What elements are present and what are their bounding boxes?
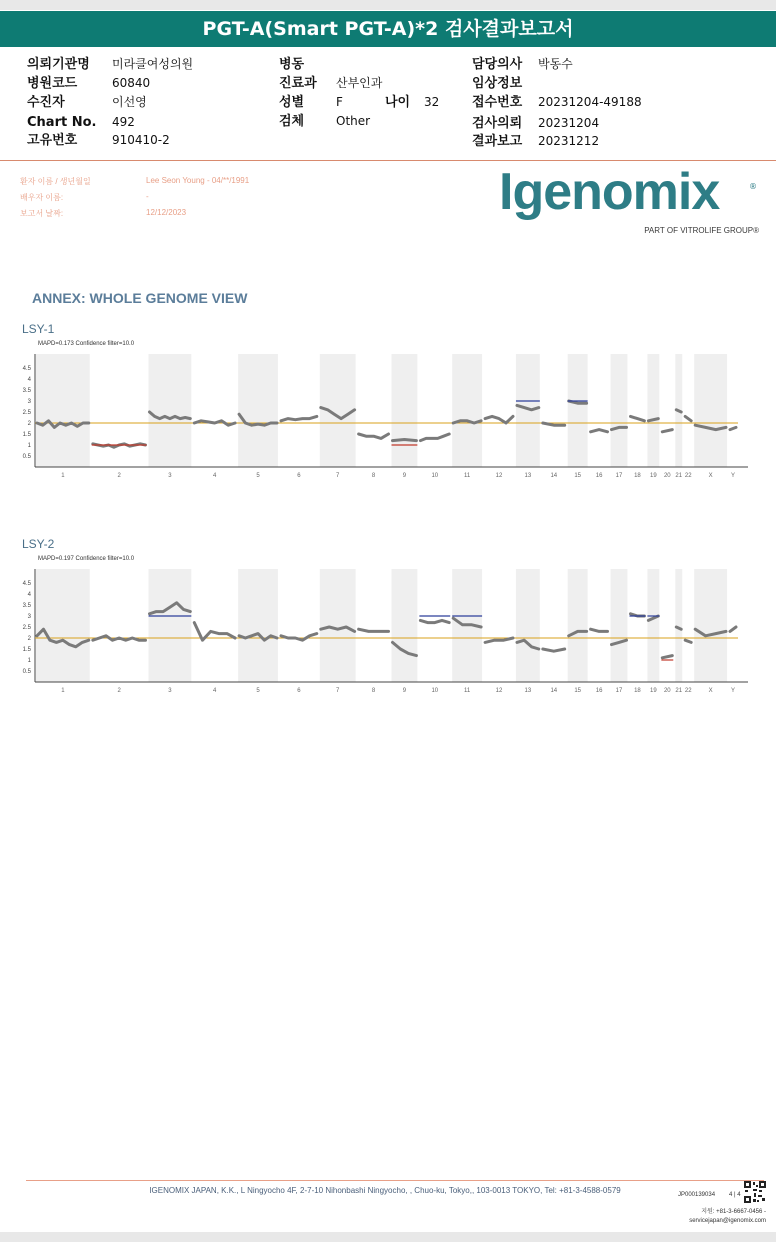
annex-title: ANNEX: WHOLE GENOME VIEW: [32, 290, 248, 306]
patient-row: [20, 176, 250, 187]
y-tick-label: 4.5: [22, 581, 31, 587]
chromosome-band: [149, 569, 192, 682]
y-tick-label: 4: [27, 377, 31, 383]
y-tick-label: 1.5: [22, 647, 31, 653]
x-tick-label: 18: [634, 688, 641, 694]
copy-number-series: [685, 640, 691, 642]
info-label: 검체: [279, 114, 305, 129]
chart-2-plot: [18, 565, 770, 701]
x-tick-label: 11: [464, 688, 471, 694]
info-value: 492: [112, 115, 135, 129]
chromosome-band: [36, 354, 90, 467]
copy-number-series: [543, 649, 565, 651]
info-label: 병동: [279, 57, 305, 72]
x-tick-label: 6: [297, 688, 301, 694]
y-tick-label: 2: [27, 636, 31, 642]
x-tick-label: 2: [117, 473, 121, 479]
info-value: 20231204-49188: [538, 95, 642, 109]
copy-number-series: [281, 416, 317, 420]
logo-subtitle-mark: ®: [753, 226, 759, 235]
patient-label: 환자 이름 / 생년월일: [20, 177, 91, 186]
patient-value: Lee Seon Young - 04/**/1991: [146, 176, 250, 185]
x-tick-label: 13: [524, 688, 532, 694]
chromosome-band: [238, 354, 278, 467]
x-tick-label: 10: [431, 688, 439, 694]
chromosome-band: [647, 569, 659, 682]
copy-number-series: [685, 416, 691, 420]
y-tick-label: 2.5: [22, 625, 31, 631]
info-label: 진료과: [279, 76, 317, 91]
info-label: 의뢰기관명: [27, 57, 90, 72]
x-tick-label: 16: [595, 688, 603, 694]
chromosome-band: [391, 569, 417, 682]
chart-1-subtitle: MAPD=0.173 Confidence filter=10.0: [38, 341, 135, 347]
y-tick-label: 3: [27, 399, 31, 405]
info-value: F: [336, 95, 343, 109]
x-tick-label: 7: [336, 688, 340, 694]
x-tick-label: 21: [675, 473, 683, 479]
copy-number-series: [485, 638, 513, 642]
y-tick-label: 3.5: [22, 603, 31, 609]
patient-value: 12/12/2023: [146, 208, 187, 217]
info-value: 60840: [112, 76, 151, 90]
chart-1-plot: [18, 350, 770, 486]
top-strip: [0, 0, 776, 10]
age-label: 나이: [385, 95, 411, 110]
x-tick-label: 17: [615, 473, 623, 479]
x-tick-label: 7: [336, 473, 340, 479]
patient-label: 보고서 날짜:: [20, 209, 64, 218]
copy-number-series: [730, 627, 736, 631]
x-tick-label: X: [708, 473, 713, 479]
info-value: 산부인과: [336, 76, 383, 90]
x-tick-label: 15: [574, 473, 582, 479]
info-value: 910410-2: [112, 133, 170, 147]
chromosome-band: [36, 569, 90, 682]
copy-number-series: [676, 627, 681, 629]
x-tick-label: 19: [650, 473, 657, 479]
footer-address: IGENOMIX JAPAN, K.K., L Ningyocho 4F, 2-7-10 Nihonbashi Ningyocho, , Chuo-ku, Tokyo,, 103-0013 TOKYO, Tel: +81-3-4588-0579: [149, 1186, 621, 1195]
copy-number-series: [591, 629, 608, 631]
y-tick-label: 1: [27, 443, 31, 449]
logo-subtitle-text: PART OF VITROLIFE GROUP: [644, 226, 754, 235]
x-tick-label: 21: [675, 688, 683, 694]
logo-wordmark: Igenomix: [499, 163, 720, 221]
y-tick-label: 1: [27, 658, 31, 664]
footer-contact: [689, 1208, 766, 1226]
copy-number-series: [281, 634, 317, 641]
x-tick-label: 12: [495, 473, 503, 479]
logo-subtitle: [644, 226, 759, 235]
x-tick-label: 4: [213, 688, 217, 694]
x-tick-label: 8: [371, 688, 376, 694]
info-label: 접수번호: [472, 95, 523, 110]
x-tick-label: 14: [550, 473, 558, 479]
x-tick-label: 22: [684, 688, 692, 694]
y-tick-label: 1.5: [22, 432, 31, 438]
info-value: Other: [336, 114, 371, 128]
copy-number-series: [662, 656, 672, 658]
copy-number-series: [676, 410, 681, 412]
y-tick-label: 4: [27, 592, 31, 598]
contact-phone: 지원: +81-3-6667-0456 -: [701, 1209, 766, 1215]
copy-number-series: [662, 430, 672, 432]
x-tick-label: 9: [402, 688, 407, 694]
igenomix-logo: [499, 163, 761, 240]
x-tick-label: 13: [524, 473, 532, 479]
info-label: 검사의뢰: [472, 116, 523, 131]
chart-2-title: LSY-2: [22, 537, 55, 551]
chromosome-band: [694, 354, 727, 467]
x-tick-label: Y: [731, 473, 736, 479]
copy-number-series: [631, 416, 645, 420]
x-tick-label: 6: [297, 473, 301, 479]
x-tick-label: 12: [495, 688, 503, 694]
chart-2-subtitle: MAPD=0.197 Confidence filter=10.0: [38, 556, 135, 562]
section-divider: [0, 160, 776, 161]
x-tick-label: 11: [464, 473, 471, 479]
chromosome-band: [238, 569, 278, 682]
chromosome-band: [516, 354, 540, 467]
x-tick-label: 20: [663, 473, 671, 479]
age-value: 32: [424, 95, 440, 109]
copy-number-series: [730, 427, 736, 429]
chromosome-band: [391, 354, 417, 467]
chromosome-band: [516, 569, 540, 682]
chromosome-band: [611, 354, 628, 467]
info-label: 병원코드: [27, 76, 78, 91]
x-tick-label: 1: [61, 473, 65, 479]
info-label: Chart No.: [27, 115, 97, 130]
chromosome-band: [452, 354, 482, 467]
chromosome-band: [568, 569, 588, 682]
x-tick-label: 15: [574, 688, 582, 694]
x-tick-label: 8: [371, 473, 376, 479]
info-column-2: [279, 55, 469, 155]
x-tick-label: 3: [168, 688, 172, 694]
info-label: 고유번호: [27, 133, 78, 148]
contact-email: servicejapan@igenomix.com: [689, 1218, 766, 1224]
patient-label: 배우자 이름:: [20, 193, 64, 202]
chart-1-title: LSY-1: [22, 322, 55, 336]
x-tick-label: 20: [663, 688, 671, 694]
chromosome-band: [611, 569, 628, 682]
chromosome-band: [694, 569, 727, 682]
x-tick-label: 5: [256, 473, 260, 479]
x-tick-label: 16: [595, 473, 603, 479]
patient-row: [20, 192, 149, 203]
info-label: 담당의사: [472, 57, 523, 72]
copy-number-series: [420, 620, 449, 622]
y-tick-label: 3: [27, 614, 31, 620]
info-value: 20231212: [538, 134, 600, 148]
info-value: 이선영: [112, 95, 147, 109]
y-tick-label: 0.5: [22, 454, 31, 460]
info-label: 수진자: [27, 95, 65, 110]
x-tick-label: Y: [731, 688, 736, 694]
document-code: JP000139034: [678, 1192, 716, 1198]
x-tick-label: 22: [684, 473, 692, 479]
copy-number-series: [393, 440, 417, 441]
y-tick-label: 4.5: [22, 366, 31, 372]
footer-divider: [26, 1180, 764, 1181]
patient-value: -: [146, 192, 149, 201]
copy-number-series: [591, 430, 608, 432]
patient-row: [20, 208, 187, 219]
copy-number-series: [485, 416, 513, 423]
y-tick-label: 0.5: [22, 669, 31, 675]
copy-number-series: [420, 434, 449, 441]
x-tick-label: 3: [168, 473, 172, 479]
info-label: 임상정보: [472, 76, 523, 91]
x-tick-label: 10: [431, 473, 439, 479]
info-column-3: [472, 55, 712, 155]
y-tick-label: 2: [27, 421, 31, 427]
x-tick-label: 4: [213, 473, 217, 479]
bottom-strip: [0, 1232, 776, 1242]
chromosome-band: [149, 354, 192, 467]
x-tick-label: X: [708, 688, 713, 694]
y-tick-label: 3.5: [22, 388, 31, 394]
x-tick-label: 18: [634, 473, 641, 479]
chromosome-band: [568, 354, 588, 467]
chromosome-band: [320, 569, 356, 682]
chromosome-band: [675, 569, 682, 682]
info-value: 20231204: [538, 116, 600, 130]
x-tick-label: 1: [61, 688, 65, 694]
info-value: 박동수: [538, 57, 573, 71]
copy-number-series: [359, 629, 389, 631]
x-tick-label: 5: [256, 688, 260, 694]
report-title: PGT-A(Smart PGT-A)*2 검사결과보고서: [0, 11, 776, 47]
x-tick-label: 14: [550, 688, 558, 694]
info-column-1: [27, 55, 267, 155]
info-label: 결과보고: [472, 134, 523, 149]
info-value: 미라클여성의원: [112, 57, 194, 71]
info-label: 성별: [279, 95, 305, 110]
x-tick-label: 19: [650, 688, 657, 694]
copy-number-series: [359, 434, 389, 438]
chromosome-band: [647, 354, 659, 467]
x-tick-label: 17: [615, 688, 623, 694]
x-tick-label: 2: [117, 688, 121, 694]
y-tick-label: 2.5: [22, 410, 31, 416]
page-number: 4 | 4: [729, 1192, 741, 1198]
qr-code-icon: [744, 1181, 766, 1203]
logo-registered-mark: ®: [749, 182, 757, 191]
x-tick-label: 9: [402, 473, 407, 479]
